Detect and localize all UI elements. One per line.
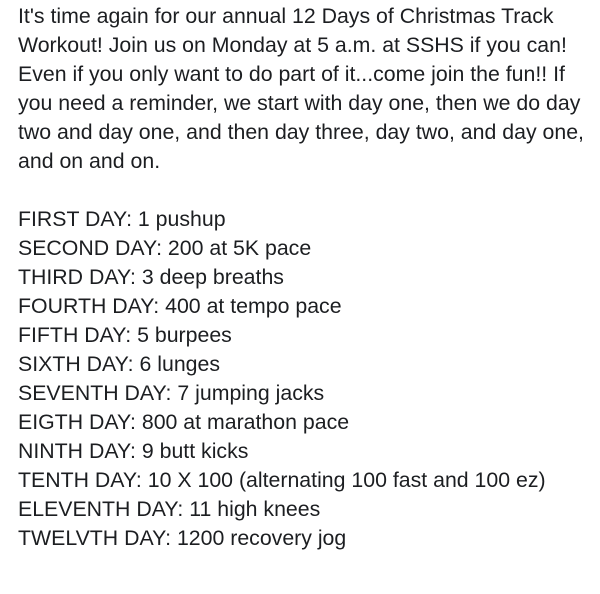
workout-day-first: FIRST DAY: 1 pushup <box>18 207 226 231</box>
workout-day-tenth: TENTH DAY: 10 X 100 (alternating 100 fast and 100 ez) <box>18 468 546 492</box>
workout-day-eighth: EIGTH DAY: 800 at marathon pace <box>18 410 350 434</box>
workout-day-second: SECOND DAY: 200 at 5K pace <box>18 236 312 260</box>
workout-day-twelfth: TWELVTH DAY: 1200 recovery jog <box>18 526 347 550</box>
workout-day-eleventh: ELEVENTH DAY: 11 high knees <box>18 497 321 521</box>
workout-day-fifth: FIFTH DAY: 5 burpees <box>18 323 232 347</box>
workout-day-third: THIRD DAY: 3 deep breaths <box>18 265 284 289</box>
paragraph-spacer <box>18 176 588 205</box>
workout-day-ninth: NINTH DAY: 9 butt kicks <box>18 439 249 463</box>
workout-day-list <box>18 205 588 553</box>
workout-day-seventh: SEVENTH DAY: 7 jumping jacks <box>18 381 325 405</box>
workout-day-sixth: SIXTH DAY: 6 lunges <box>18 352 221 376</box>
post-intro: It's time again for our annual 12 Days of Christmas Track Workout! Join us on Monday at 5 a.m. at SSHS if you can! Even if you only want to do part of it...come join the fun!! If you need a reminder, we start with day one, then we do day two and day one, and then day three, day two, and day one, and on and on. <box>18 4 584 173</box>
post-body <box>18 2 588 553</box>
workout-day-fourth: FOURTH DAY: 400 at tempo pace <box>18 294 342 318</box>
